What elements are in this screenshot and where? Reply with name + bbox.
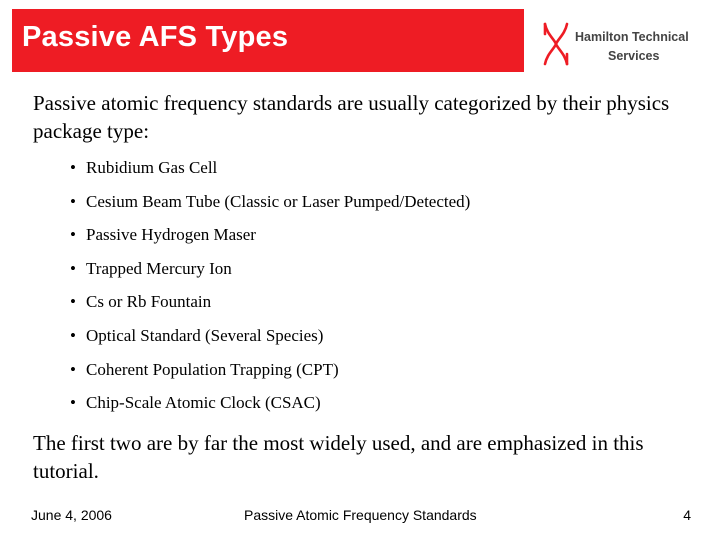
page-number: 4 bbox=[683, 507, 691, 523]
company-logo bbox=[542, 20, 712, 70]
bullet-item bbox=[70, 325, 323, 347]
bullet-item bbox=[70, 157, 217, 179]
bullet-dot: • bbox=[70, 326, 76, 345]
bullet-text: Passive Hydrogen Maser bbox=[86, 225, 256, 244]
logo-mark-icon bbox=[542, 22, 570, 66]
bullet-dot: • bbox=[70, 158, 76, 177]
bullet-text: Trapped Mercury Ion bbox=[86, 259, 232, 278]
bullet-item bbox=[70, 191, 470, 213]
bullet-dot: • bbox=[70, 393, 76, 412]
bullet-item bbox=[70, 392, 321, 414]
bullet-item bbox=[70, 258, 232, 280]
closing-paragraph: The first two are by far the most widely used, and are emphasized in this tutorial. bbox=[33, 431, 644, 483]
bullet-text: Chip-Scale Atomic Clock (CSAC) bbox=[86, 393, 321, 412]
bullet-dot: • bbox=[70, 225, 76, 244]
logo-text-line1: Hamilton Technical bbox=[575, 30, 689, 44]
bullet-dot: • bbox=[70, 192, 76, 211]
bullet-text: Cs or Rb Fountain bbox=[86, 292, 212, 311]
bullet-dot: • bbox=[70, 292, 76, 311]
bullet-dot: • bbox=[70, 259, 76, 278]
intro-paragraph: Passive atomic frequency standards are usually categorized by their physics package type: bbox=[33, 91, 670, 143]
bullet-text: Coherent Population Trapping (CPT) bbox=[86, 360, 339, 379]
bullet-item bbox=[70, 359, 339, 381]
logo-text-line2: Services bbox=[608, 49, 660, 63]
bullet-text: Rubidium Gas Cell bbox=[86, 158, 218, 177]
title-bar bbox=[12, 9, 524, 72]
slide-title: Passive AFS Types bbox=[22, 21, 289, 53]
bullet-item bbox=[70, 291, 211, 313]
bullet-item bbox=[70, 224, 256, 246]
footer-date: June 4, 2006 bbox=[31, 507, 112, 523]
bullet-text: Cesium Beam Tube (Classic or Laser Pumped/Detected) bbox=[86, 192, 471, 211]
bullet-text: Optical Standard (Several Species) bbox=[86, 326, 324, 345]
footer-title: Passive Atomic Frequency Standards bbox=[244, 507, 477, 523]
bullet-dot: • bbox=[70, 360, 76, 379]
